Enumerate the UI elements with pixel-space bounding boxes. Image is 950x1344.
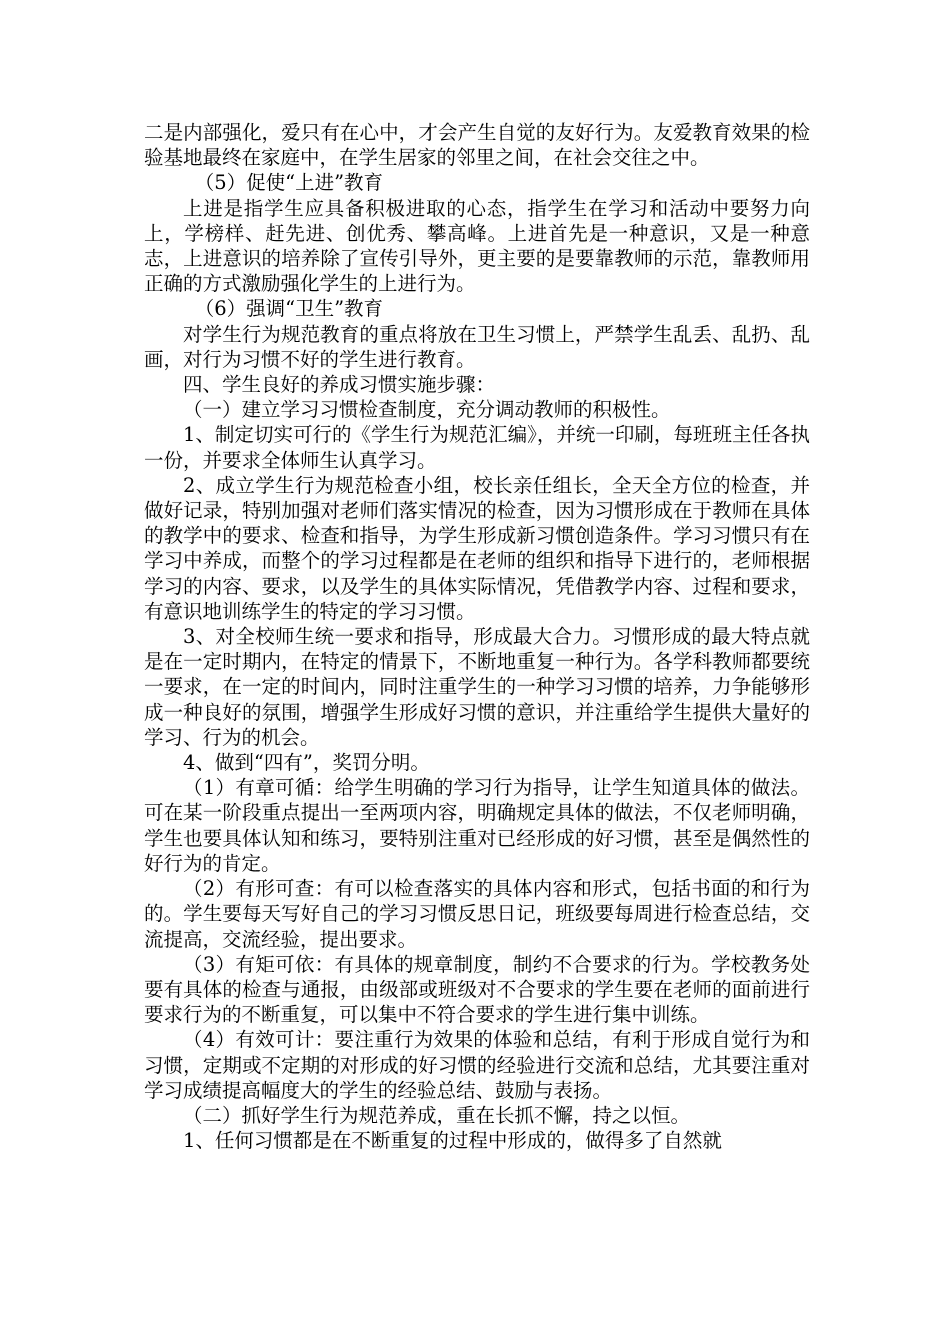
section-heading-four: 四、学生良好的养成习惯实施步骤： bbox=[183, 373, 496, 397]
paragraph-love-education-cont: 二是内部强化，爱只有在心中，才会产生自觉的友好行为。友爱教育效果的检验基地最终在家庭中，在学生居家的邻里之间，在社会交往之中。 bbox=[144, 121, 810, 170]
subsection-heading-one: （一）建立学习习惯检查制度，充分调动教师的积极性。 bbox=[183, 398, 671, 422]
paragraph-item-3: 3、对全校师生统一要求和指导，形成最大合力。习惯形成的最大特点就是在一定时期内，在特定的情景下，不断地重复一种行为。各学科教师都要统一要求，在一定的时间内，同时注重学生的一种学习习惯的培养，力争能够形成一种良好的氛围，增强学生形成好习惯的意识，并注重给学生提供大量好的学习、行为的机会。 bbox=[144, 625, 810, 749]
paragraph-habit-repetition: 1、任何习惯都是在不断重复的过程中形成的，做得多了自然就 bbox=[183, 1129, 722, 1153]
document-page bbox=[144, 120, 810, 1153]
paragraph-four-haves-1: （1）有章可循：给学生明确的学习行为指导，让学生知道具体的做法。可在某一阶段重点提出一至两项内容，明确规定具体的做法，不仅老师明确，学生也要具体认知和练习，要特别注重对已经形成的好习惯，甚至是偶然性的好行为的肯定。 bbox=[144, 776, 810, 875]
paragraph-item-1: 1、制定切实可行的《学生行为规范汇编》，并统一印刷，每班班主任各执一份，并要求全体师生认真学习。 bbox=[144, 423, 810, 472]
subsection-heading-two: （二）抓好学生行为规范养成，重在长抓不懈，持之以恒。 bbox=[183, 1103, 691, 1127]
paragraph-progress-education: 上进是指学生应具备积极进取的心态，指学生在学习和活动中要努力向上，学榜样、赶先进、创优秀、攀高峰。上进首先是一种意识，又是一种意志，上进意识的培养除了宣传引导外，更主要的是要靠教师的示范，靠教师用正确的方式激励强化学生的上进行为。 bbox=[144, 196, 810, 296]
paragraph-four-haves-2: （2）有形可查：有可以检查落实的具体内容和形式，包括书面的和行为的。学生要每天写好自己的学习习惯反思日记，班级要每周进行检查总结，交流提高，交流经验，提出要求。 bbox=[144, 877, 810, 951]
heading-progress-education: （5）促使“上进”教育 bbox=[194, 171, 384, 195]
paragraph-item-2: 2、成立学生行为规范检查小组，校长亲任组长，全天全方位的检查，并做好记录，特别加强对老师们落实情况的检查，因为习惯形成在于教师在具体的教学中的要求、检查和指导，为学生形成新习惯创造条件。学习习惯只有在学习中养成，而整个的学习过程都是在老师的组织和指导下进行的，老师根据学习的内容、要求，以及学生的具体实际情况，凭借教学内容、过程和要求，有意识地训练学生的特定的学习习惯。 bbox=[144, 473, 810, 623]
heading-hygiene-education: （6）强调“卫生”教育 bbox=[194, 297, 384, 321]
paragraph-four-haves-4: （4）有效可计：要注重行为效果的体验和总结，有利于形成自觉行为和习惯，定期或不定期的对形成的好习惯的经验进行交流和总结，尤其要注重对学习成绩提高幅度大的学生的经验总结、鼓励与表扬。 bbox=[144, 1028, 810, 1102]
paragraph-item-4: 4、做到“四有”，奖罚分明。 bbox=[183, 751, 430, 775]
paragraph-four-haves-3: （3）有矩可依：有具体的规章制度，制约不合要求的行为。学校教务处要有具体的检查与通报，由级部或班级对不合要求的学生要在老师的面前进行要求行为的不断重复，可以集中不符合要求的学生进行集中训练。 bbox=[144, 952, 810, 1027]
paragraph-hygiene-education: 对学生行为规范教育的重点将放在卫生习惯上，严禁学生乱丢、乱扔、乱画，对行为习惯不好的学生进行教育。 bbox=[144, 322, 810, 371]
